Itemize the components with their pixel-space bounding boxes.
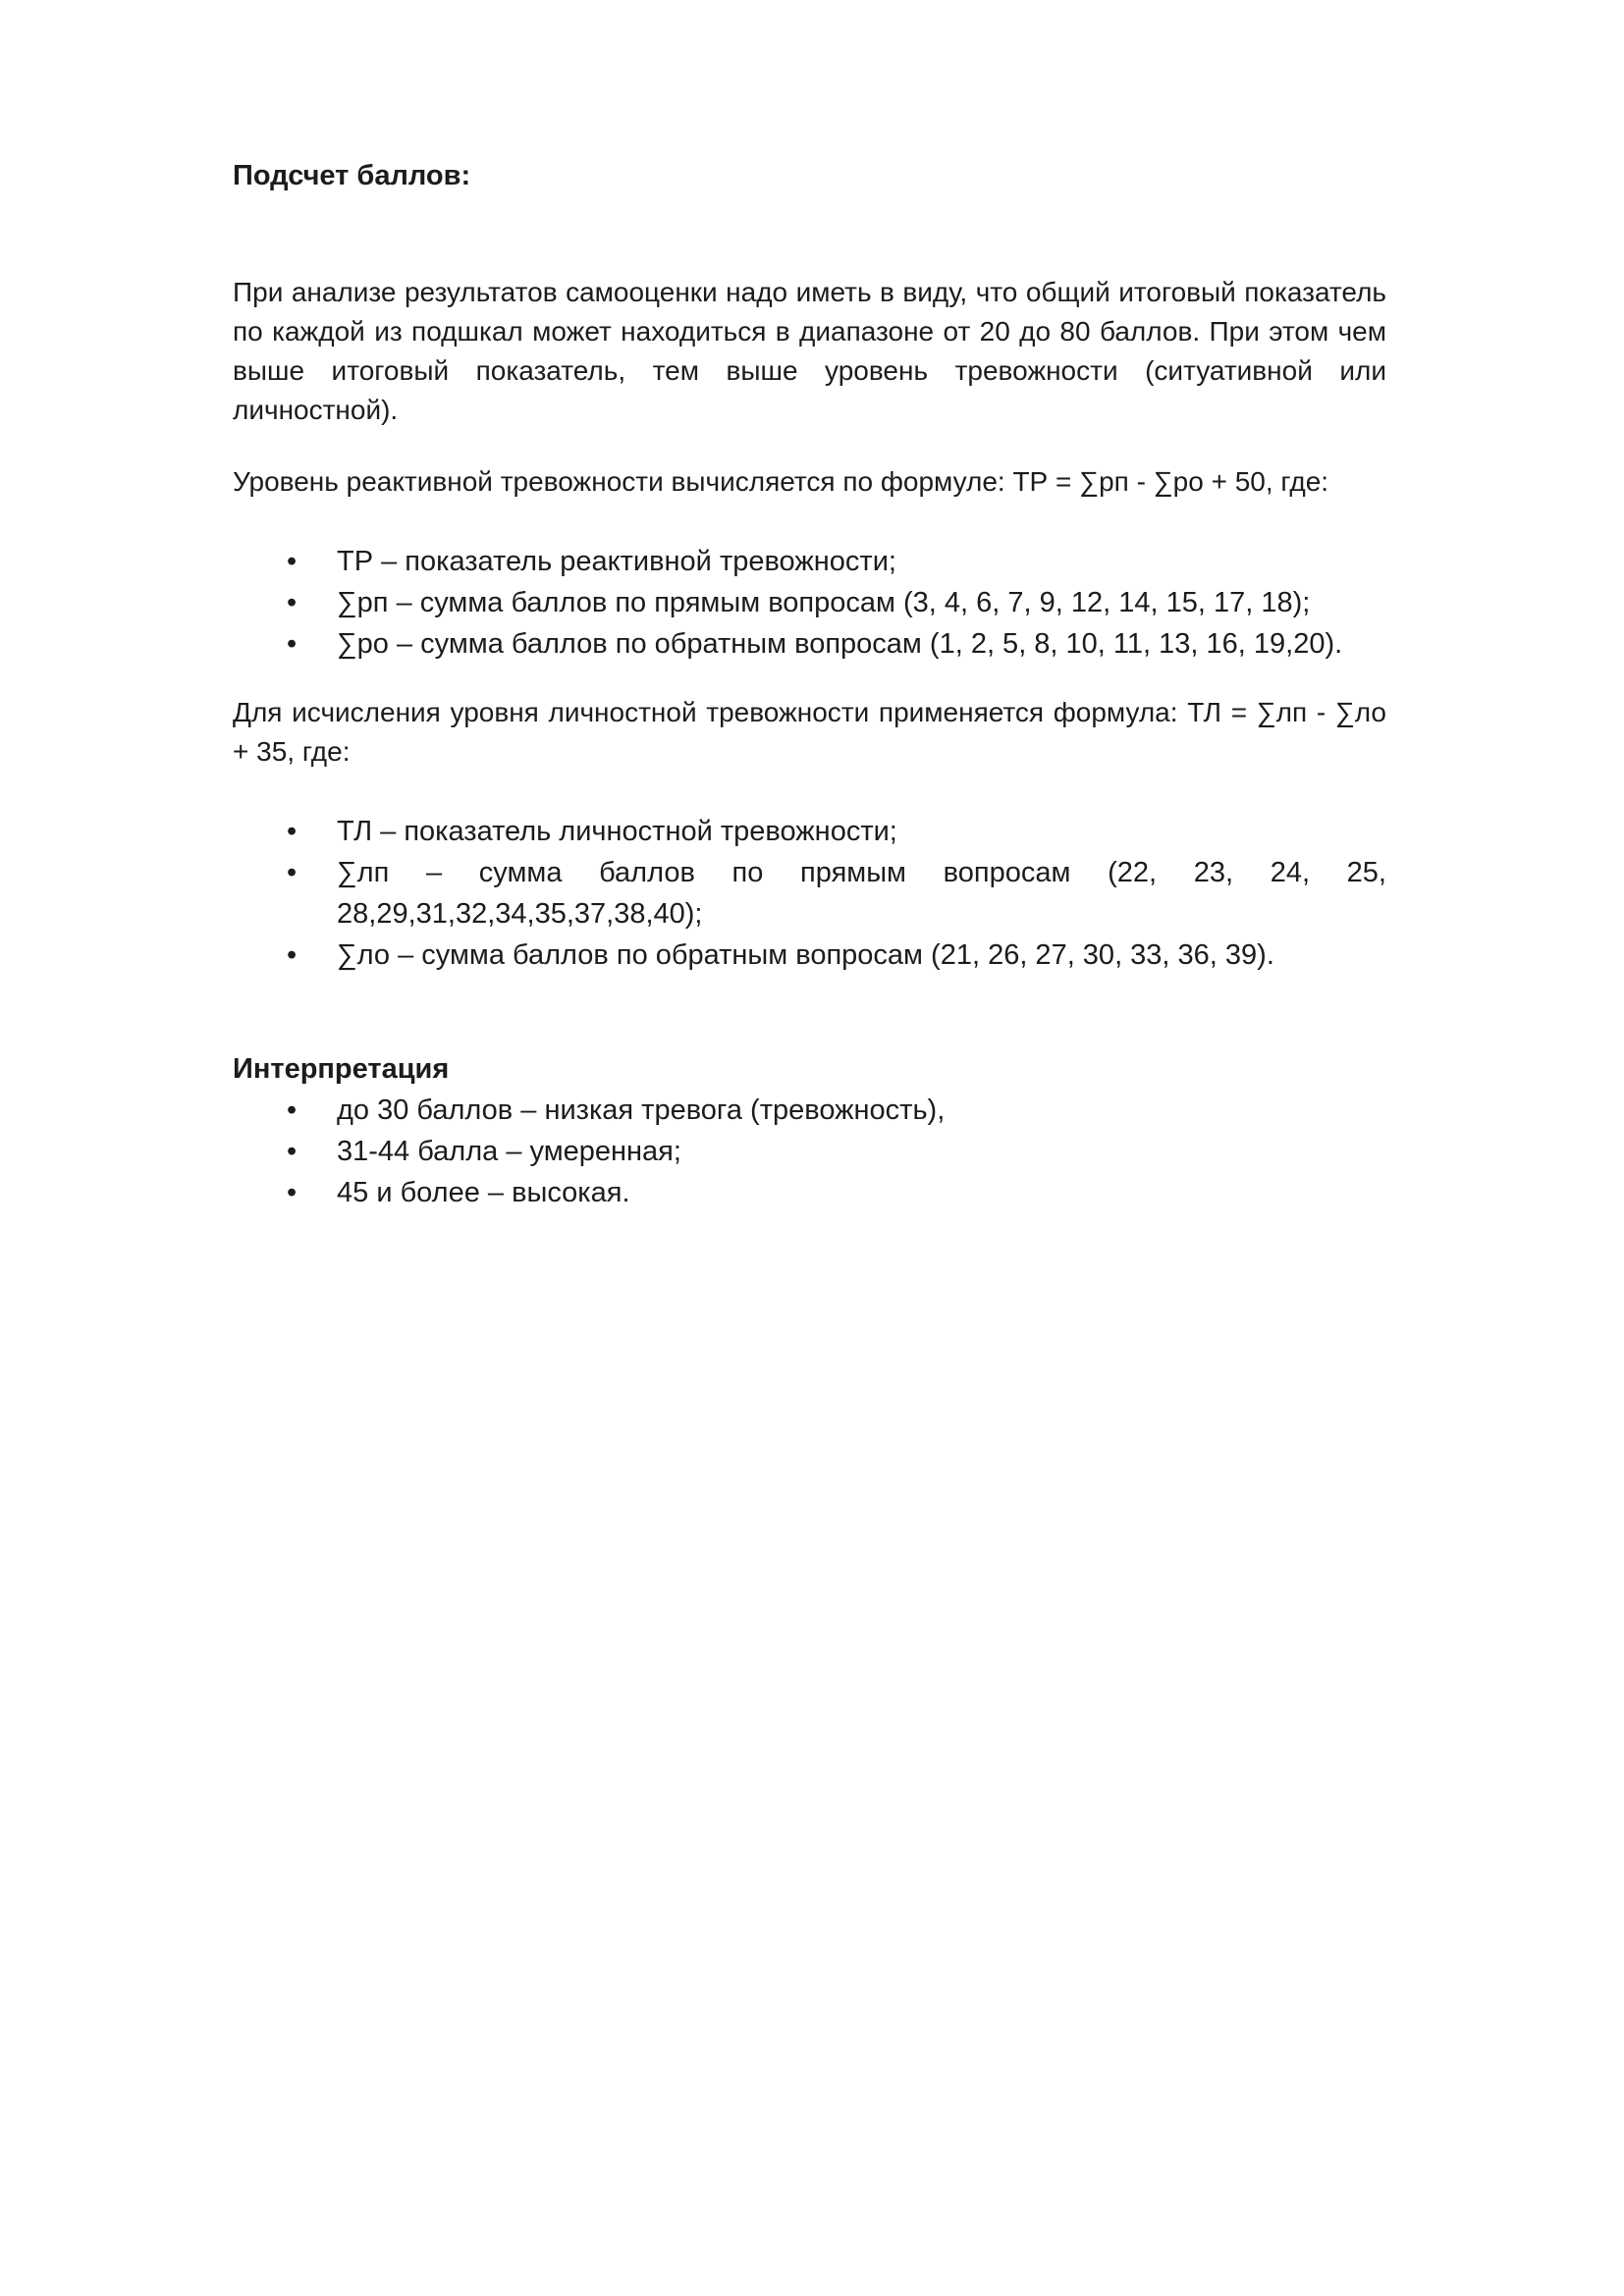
list-item: [233, 852, 1386, 934]
reactive-anxiety-list: [233, 541, 1386, 665]
interpretation-heading: Интерпретация: [233, 1053, 450, 1085]
list-item: [233, 541, 1386, 582]
list-item: [233, 934, 1386, 976]
interpretation-list: [233, 1090, 1386, 1213]
list-item-text: ∑ло – сумма баллов по обратным вопросам (21, 26, 27, 30, 33, 36, 39).: [337, 939, 1274, 971]
page-title: Подсчет баллов:: [233, 160, 471, 191]
list-item-text: до 30 баллов – низкая тревога (тревожность),: [337, 1095, 946, 1126]
reactive-anxiety-formula-paragraph: Уровень реактивной тревожности вычисляется по формуле: ТР = ∑рп - ∑ро + 50, где:: [233, 466, 1329, 497]
bullet-icon: •: [287, 587, 298, 618]
bullet-icon: •: [287, 816, 298, 847]
list-item: [233, 623, 1386, 665]
intro-paragraph: При анализе результатов самооценки надо иметь в виду, что общий итоговый показатель по каждой из подшкал может находиться в диапазоне от 20 до 80 баллов. При этом чем выше итоговый показатель, тем выше уровень тревожности (ситуативной или личностной).: [233, 277, 1386, 425]
bullet-icon: •: [287, 1177, 298, 1208]
list-item: [233, 1172, 1386, 1213]
bullet-icon: •: [287, 628, 298, 660]
list-item: [233, 582, 1386, 623]
list-item-text: 45 и более – высокая.: [337, 1177, 630, 1208]
personal-anxiety-list: [233, 811, 1386, 976]
bullet-icon: •: [287, 1136, 298, 1167]
list-item: [233, 811, 1386, 852]
list-item: [233, 1131, 1386, 1172]
list-item-text: ∑ро – сумма баллов по обратным вопросам (1, 2, 5, 8, 10, 11, 13, 16, 19,20).: [337, 628, 1343, 660]
list-item-text: ТЛ – показатель личностной тревожности;: [337, 816, 897, 847]
list-item-text: 31-44 балла – умеренная;: [337, 1136, 681, 1167]
list-item-text: ТР – показатель реактивной тревожности;: [337, 546, 896, 577]
list-item-text: ∑рп – сумма баллов по прямым вопросам (3, 4, 6, 7, 9, 12, 14, 15, 17, 18);: [337, 587, 1311, 618]
bullet-icon: •: [287, 546, 298, 577]
list-item: [233, 1090, 1386, 1131]
bullet-icon: •: [287, 1095, 298, 1126]
personal-anxiety-formula-paragraph: Для исчисления уровня личностной тревожности применяется формула: ТЛ = ∑лп - ∑ло + 35, где:: [233, 697, 1386, 767]
bullet-icon: •: [287, 857, 298, 888]
list-item-text: ∑лп – сумма баллов по прямым вопросам (22, 23, 24, 25, 28,29,31,32,34,35,37,38,40);: [337, 857, 1386, 930]
bullet-icon: •: [287, 939, 298, 971]
